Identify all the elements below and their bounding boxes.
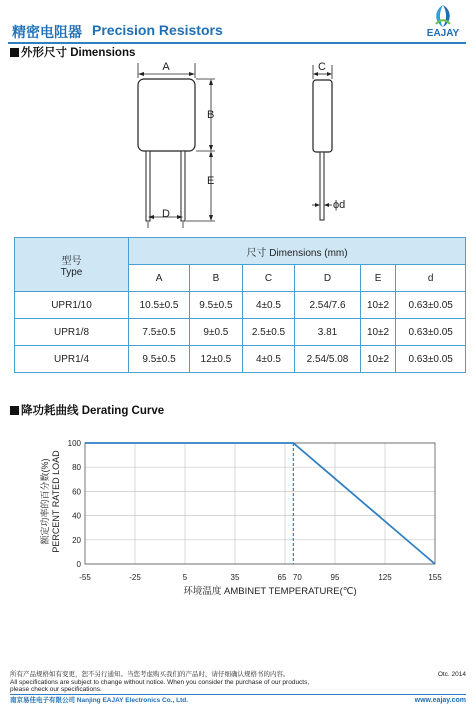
dimension-drawing — [0, 56, 474, 232]
resistor-body-side — [313, 80, 332, 152]
dims-header-cell: 尺寸 Dimensions (mm) — [129, 238, 466, 265]
chart-grid — [85, 443, 435, 564]
table-cell: 0.63±0.05 — [396, 319, 466, 346]
table-row — [15, 319, 466, 346]
type-header-cell: 型号 Type — [15, 238, 129, 292]
x-tick-label: 5 — [182, 573, 188, 582]
y-tick-label: 20 — [72, 535, 81, 545]
label-a: A — [162, 61, 170, 73]
page-footer — [10, 671, 466, 704]
table-cell: 9.5±0.5 — [190, 292, 243, 319]
x-tick-label: 155 — [428, 573, 442, 582]
type-cell: UPR1/4 — [15, 346, 129, 373]
type-cell: UPR1/8 — [15, 319, 129, 346]
col-header: A — [129, 265, 190, 292]
table-cell: 3.81 — [295, 319, 361, 346]
table-cell: 10.5±0.5 — [129, 292, 190, 319]
y-tick-label: 60 — [72, 487, 81, 497]
label-c: C — [318, 61, 326, 73]
eajay-logo — [422, 2, 464, 42]
label-d: D — [162, 208, 170, 220]
table-row — [15, 346, 466, 373]
x-tick-label: 95 — [330, 573, 340, 582]
label-e: E — [207, 175, 215, 187]
y-tick-label: 0 — [76, 560, 81, 569]
leaf-logo-icon — [422, 2, 464, 30]
footer-company: 南京易佳电子有限公司 Nanjing EAJAY Electronics Co., Ltd. — [10, 697, 189, 704]
table-cell: 4±0.5 — [242, 292, 295, 319]
label-phi-d: ϕd — [333, 199, 346, 211]
table-cell: 0.63±0.05 — [396, 292, 466, 319]
col-header: d — [396, 265, 466, 292]
lead-left — [146, 151, 150, 221]
x-tick-label: 70 — [292, 573, 302, 582]
lead-right — [181, 151, 185, 221]
table-cell: 9±0.5 — [190, 319, 243, 346]
footer-website[interactable]: www.eajay.com — [414, 697, 466, 704]
derating-heading: 降功耗曲线 Derating Curve — [10, 402, 164, 418]
derating-series-line — [85, 443, 435, 564]
table-cell: 2.5±0.5 — [242, 319, 295, 346]
x-tick-label: -55 — [79, 573, 91, 582]
derating-chart — [0, 420, 474, 605]
x-tick-label: -25 — [129, 573, 141, 582]
table-cell: 10±2 — [360, 319, 396, 346]
col-header: D — [295, 265, 361, 292]
lead-side — [320, 152, 324, 220]
table-cell: 7.5±0.5 — [129, 319, 190, 346]
resistor-body-front — [138, 79, 195, 151]
footer-rule — [10, 694, 466, 695]
x-tick-label: 65 — [277, 573, 287, 582]
footer-notice-en-2: please check our specifications. — [10, 686, 102, 693]
title-en: Precision Resistors — [92, 22, 223, 38]
dimensions-table — [14, 237, 466, 373]
brand-name: EAJAY — [426, 28, 460, 39]
table-cell: 0.63±0.05 — [396, 346, 466, 373]
col-header: B — [190, 265, 243, 292]
table-cell: 2.54/7.6 — [295, 292, 361, 319]
page-header — [0, 0, 474, 44]
x-tick-label: 35 — [230, 573, 240, 582]
col-header: E — [360, 265, 396, 292]
table-cell: 10±2 — [360, 346, 396, 373]
footer-notice-cn: 所有产品规格如有变更，恕不另行通知。当您考虑购买我们的产品时，请仔细确认规格书的内容。 — [10, 671, 290, 678]
table-cell: 12±0.5 — [190, 346, 243, 373]
y-axis-label — [39, 450, 61, 553]
table-row — [15, 292, 466, 319]
footer-date: Otc. 2014 — [437, 671, 466, 678]
table-cell: 2.54/5.08 — [295, 346, 361, 373]
footer-notice-en-1: All specifications are subject to change without notice. When you consider the purchase of our products, — [10, 678, 310, 686]
y-tick-label: 100 — [67, 439, 81, 448]
y-tick-label: 40 — [72, 511, 81, 521]
plot-frame — [85, 443, 435, 564]
chart-ticks — [68, 439, 443, 582]
square-bullet-icon — [10, 406, 19, 415]
dimensions-heading: 外形尺寸 Dimensions — [10, 44, 135, 60]
title-cn: 精密电阻器 — [12, 24, 82, 40]
y-axis-label-en: PERCENT RATED LOAD — [51, 450, 61, 553]
col-header: C — [242, 265, 295, 292]
x-tick-label: 125 — [378, 573, 392, 582]
label-b: B — [207, 109, 215, 121]
y-tick-label: 80 — [72, 463, 81, 473]
table-cell: 10±2 — [360, 292, 396, 319]
table-cell: 4±0.5 — [242, 346, 295, 373]
type-cell: UPR1/10 — [15, 292, 129, 319]
table-cell: 9.5±0.5 — [129, 346, 190, 373]
y-axis-label-cn: 额定功率的百分数(%) — [40, 458, 50, 545]
table-header-row — [15, 238, 466, 265]
x-axis-label: 环境温度 AMBINET TEMPERATURE(℃) — [183, 586, 357, 597]
